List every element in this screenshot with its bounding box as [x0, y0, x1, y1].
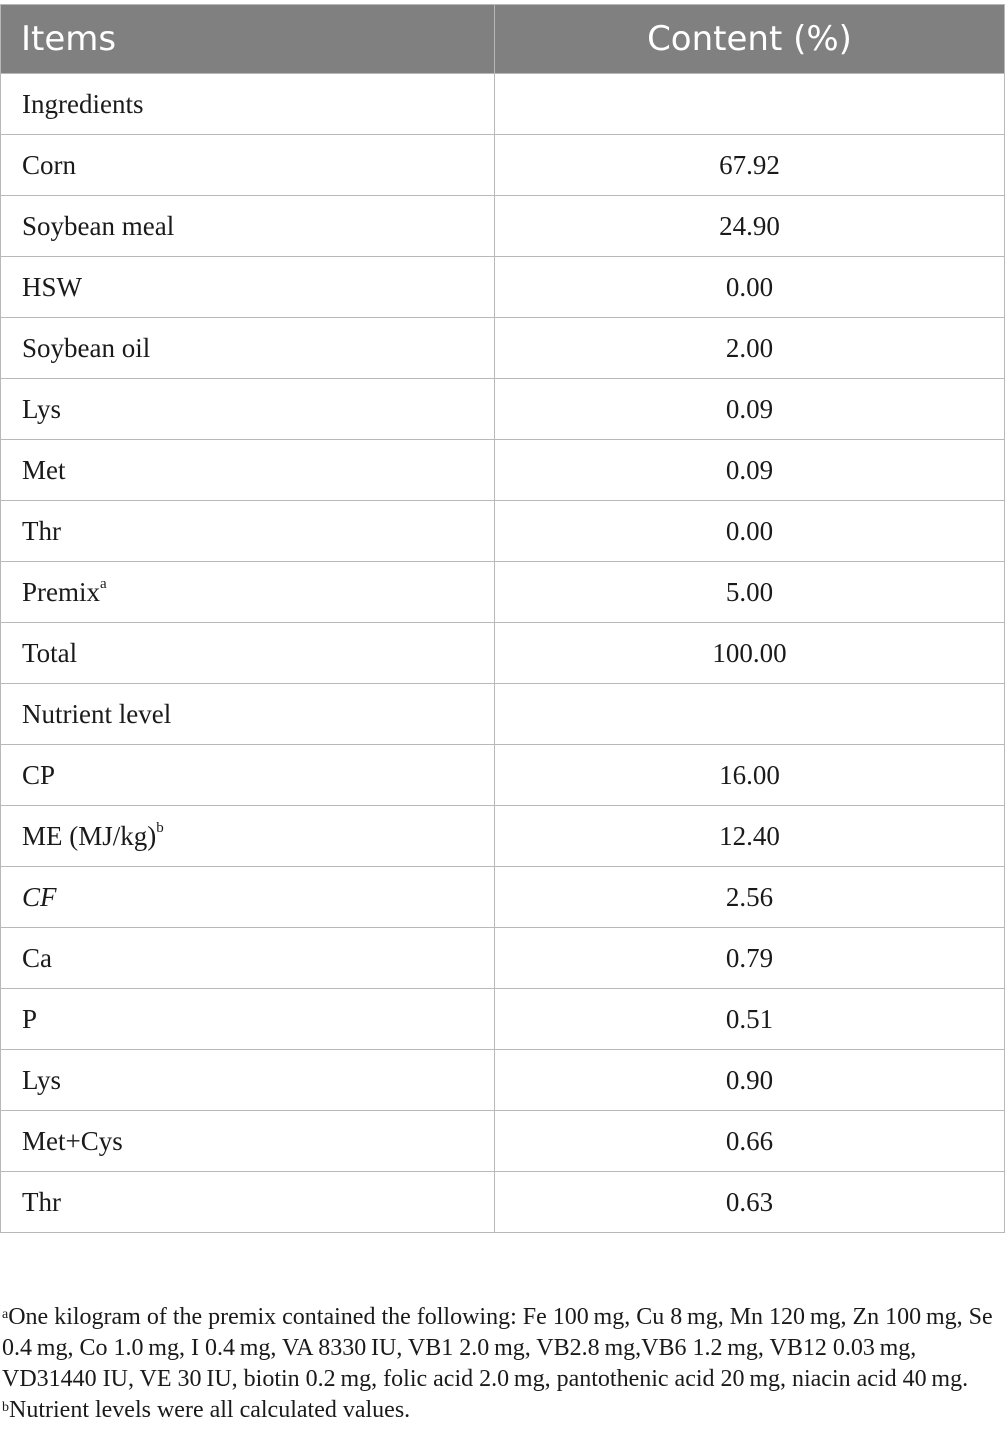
table-row	[1, 1111, 1005, 1172]
row-label-cell	[1, 867, 495, 928]
table-row	[1, 379, 1005, 440]
row-value-cell	[495, 1111, 1005, 1172]
row-label: Ingredients	[22, 88, 144, 119]
row-label: Thr	[22, 515, 61, 546]
row-value: 0.09	[725, 393, 774, 424]
row-value: 0.00	[725, 271, 774, 302]
row-value-cell	[495, 806, 1005, 867]
table-row	[1, 501, 1005, 562]
footnote-b-mark: b	[2, 1400, 9, 1415]
row-value: 24.90	[719, 210, 780, 241]
row-label-cell	[1, 257, 495, 318]
row-value: 100.00	[712, 637, 787, 668]
row-label-cell	[1, 1111, 495, 1172]
row-value-cell	[495, 135, 1005, 196]
row-value: 2.56	[725, 881, 774, 912]
row-label-cell	[1, 135, 495, 196]
row-value: 5.00	[725, 576, 774, 607]
row-label: P	[22, 1003, 38, 1034]
row-value-cell	[495, 1050, 1005, 1111]
table-row	[1, 257, 1005, 318]
table-row	[1, 1172, 1005, 1233]
row-value-cell	[495, 989, 1005, 1050]
row-label-cell	[1, 684, 495, 745]
diet-composition-table-container	[0, 4, 1004, 1233]
row-value: 0.90	[725, 1064, 774, 1095]
row-value-cell	[495, 318, 1005, 379]
table-row	[1, 806, 1005, 867]
row-value-cell	[495, 745, 1005, 806]
row-value: 16.00	[719, 759, 780, 790]
table-footnote	[2, 1302, 1002, 1426]
row-value-cell	[495, 562, 1005, 623]
table-row	[1, 440, 1005, 501]
row-label-cell	[1, 806, 495, 867]
table-body	[1, 74, 1005, 1233]
row-value: 0.79	[725, 942, 774, 973]
row-label: Ca	[22, 942, 52, 973]
row-label: Corn	[22, 149, 76, 180]
row-label-cell	[1, 745, 495, 806]
row-label: CP	[22, 759, 56, 790]
row-label: Met	[22, 454, 66, 485]
row-label-cell	[1, 74, 495, 135]
table-row	[1, 928, 1005, 989]
row-label: Total	[22, 637, 78, 668]
row-value: 0.63	[725, 1186, 774, 1217]
row-label: Lys	[22, 393, 62, 424]
header-row	[1, 5, 1005, 74]
row-label-cell	[1, 440, 495, 501]
row-value: 67.92	[719, 149, 780, 180]
row-label-cell	[1, 379, 495, 440]
table-header	[1, 5, 1005, 74]
row-label: Soybean oil	[22, 332, 151, 363]
diet-composition-table	[0, 4, 1005, 1233]
row-label-cell	[1, 318, 495, 379]
table-row	[1, 1050, 1005, 1111]
table-row	[1, 867, 1005, 928]
row-value: 0.66	[725, 1125, 774, 1156]
row-value-cell	[495, 440, 1005, 501]
table-row	[1, 318, 1005, 379]
row-value-cell	[495, 257, 1005, 318]
row-label-superscript: b	[156, 819, 164, 836]
row-label: Premix	[22, 576, 100, 607]
row-label-cell	[1, 1050, 495, 1111]
row-label-superscript: a	[100, 575, 107, 592]
row-label-cell	[1, 501, 495, 562]
row-label-cell	[1, 562, 495, 623]
table-row	[1, 623, 1005, 684]
row-value-cell	[495, 196, 1005, 257]
row-value-cell	[495, 501, 1005, 562]
table-row	[1, 562, 1005, 623]
row-label-cell	[1, 928, 495, 989]
row-label: ME (MJ/kg)	[22, 820, 157, 851]
table-row	[1, 745, 1005, 806]
row-label-cell	[1, 623, 495, 684]
table-row	[1, 989, 1005, 1050]
row-label: Lys	[22, 1064, 62, 1095]
row-label-cell	[1, 196, 495, 257]
column-header-items: Items	[1, 5, 495, 74]
row-value: 0.09	[725, 454, 774, 485]
row-value-cell	[495, 1172, 1005, 1233]
row-label: CF	[22, 881, 57, 912]
row-value-cell	[495, 74, 1005, 135]
column-header-content: Content (%)	[495, 5, 1005, 74]
footnote-a-mark: a	[2, 1307, 9, 1322]
row-label-cell	[1, 1172, 495, 1233]
table-row	[1, 135, 1005, 196]
row-label: HSW	[22, 271, 82, 302]
row-value-cell	[495, 928, 1005, 989]
row-value: 2.00	[725, 332, 774, 363]
row-value: 12.40	[719, 820, 780, 851]
table-row	[1, 196, 1005, 257]
row-label: Thr	[22, 1186, 61, 1217]
row-value-cell	[495, 684, 1005, 745]
row-label-cell	[1, 989, 495, 1050]
row-label: Soybean meal	[22, 210, 175, 241]
table-row	[1, 74, 1005, 135]
row-label: Nutrient level	[22, 698, 172, 729]
row-value: 0.00	[725, 515, 774, 546]
row-value-cell	[495, 623, 1005, 684]
row-value-cell	[495, 379, 1005, 440]
row-value: 0.51	[725, 1003, 774, 1034]
footnote-a-text: One kilogram of the premix contained the following: Fe 100 mg, Cu 8 mg, Mn 120 mg, Zn 100 mg, Se 0.4 mg, Co 1.0 mg, I 0.4 mg, VA 8330 IU, VB1 2.0 mg, VB2.8 mg,VB6 1.2 mg, VB12 0.03 mg, VD31440 IU, VE 30 IU, biotin 0.2 mg, folic acid 2.0 mg, pantothenic acid 20 mg, niacin acid 40 mg.	[2, 1304, 993, 1392]
table-row	[1, 684, 1005, 745]
footnote-b-text: Nutrient levels were all calculated values.	[9, 1397, 411, 1423]
row-label: Met+Cys	[22, 1125, 123, 1156]
row-value-cell	[495, 867, 1005, 928]
